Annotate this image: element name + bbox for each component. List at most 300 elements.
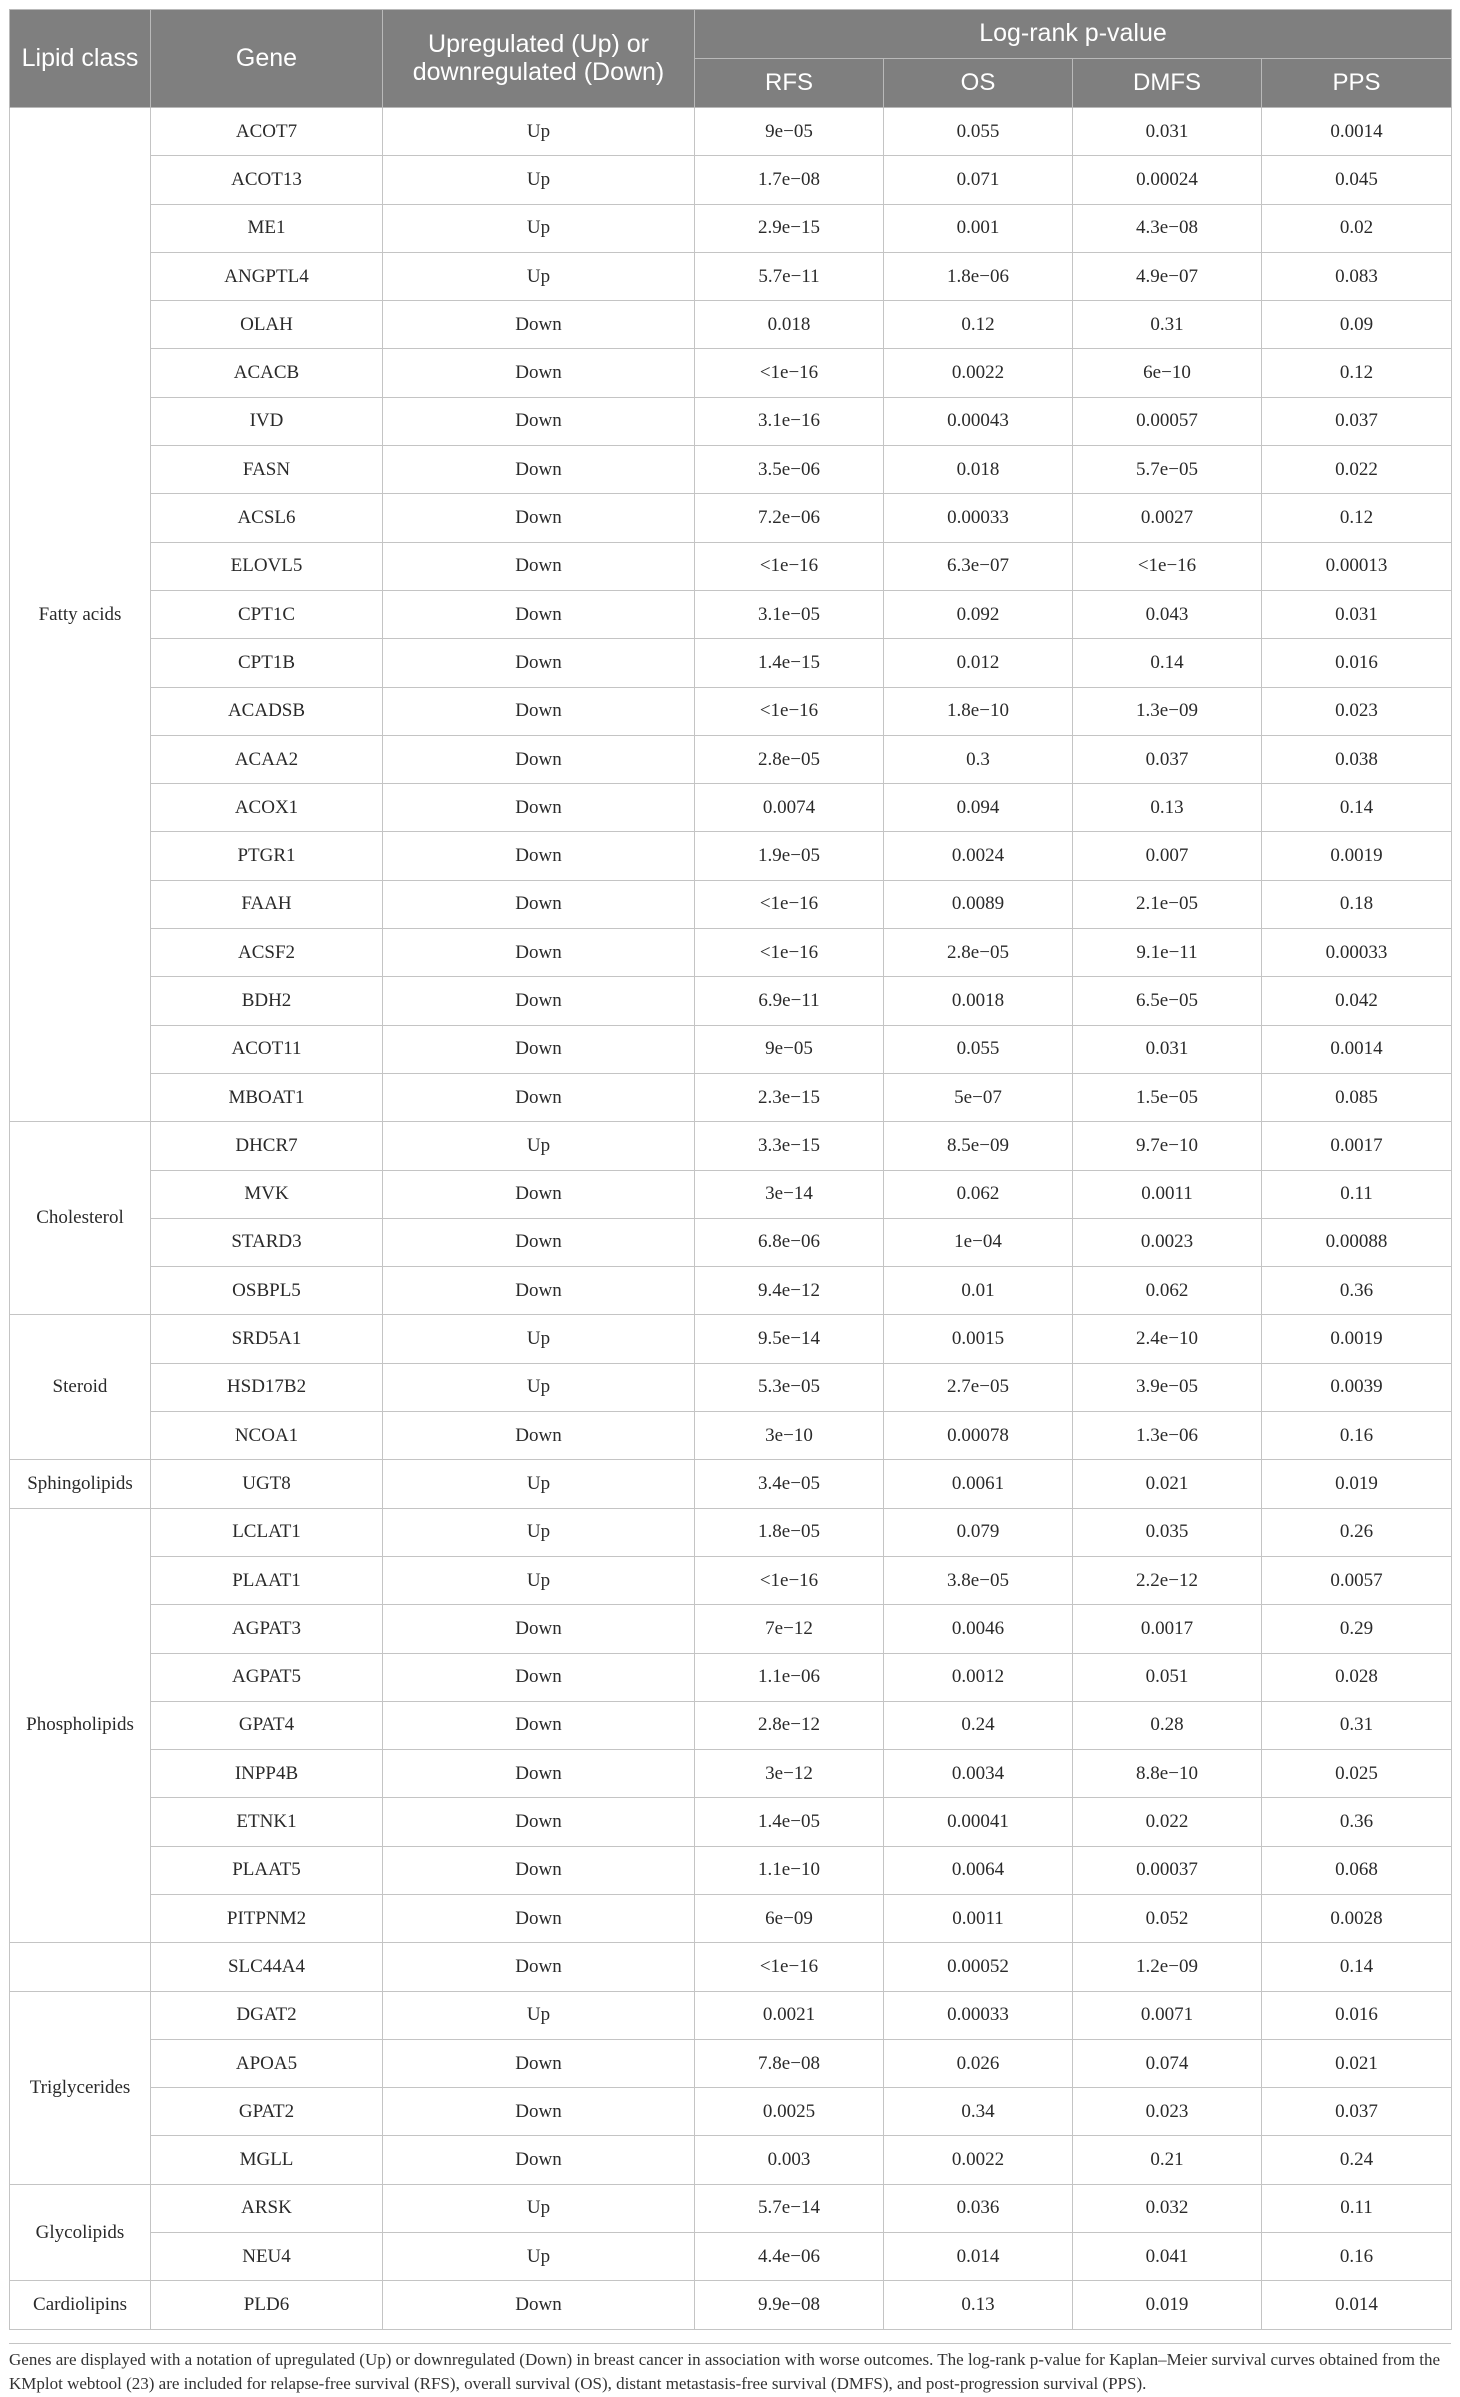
os-cell: 0.0022 <box>884 349 1073 397</box>
gene-cell: ACSF2 <box>151 929 383 977</box>
dmfs-cell: 9.7e−10 <box>1073 1122 1262 1170</box>
rfs-cell: 0.0021 <box>695 1991 884 2039</box>
os-cell: 0.0046 <box>884 1605 1073 1653</box>
os-cell: 0.071 <box>884 156 1073 204</box>
gene-cell: PTGR1 <box>151 832 383 880</box>
os-cell: 0.094 <box>884 784 1073 832</box>
table-row <box>10 639 1452 687</box>
os-cell: 0.12 <box>884 301 1073 349</box>
table-row <box>10 1073 1452 1121</box>
os-cell: 0.00052 <box>884 1943 1073 1991</box>
lipid-class-cell: Fatty acids <box>10 108 151 1122</box>
table-row <box>10 349 1452 397</box>
regulation-cell: Up <box>383 1315 695 1363</box>
table-row <box>10 1508 1452 1556</box>
regulation-cell: Down <box>383 542 695 590</box>
dmfs-cell: 5.7e−05 <box>1073 446 1262 494</box>
gene-cell: FASN <box>151 446 383 494</box>
gene-cell: NEU4 <box>151 2233 383 2281</box>
os-cell: 1.8e−10 <box>884 687 1073 735</box>
rfs-cell: 7.8e−08 <box>695 2039 884 2087</box>
table-footnote: Genes are displayed with a notation of upregulated (Up) or downregulated (Down) in breast cancer in association with worse outcomes. The log-rank p-value for Kaplan–Meier survival curves obtained from the KMplot webtool (23) are included for relapse-free survival (RFS), overall survival (OS), distant metastasis-free survival (DMFS), and post-progression survival (PPS). <box>9 2343 1451 2396</box>
table-row <box>10 1412 1452 1460</box>
regulation-cell: Up <box>383 204 695 252</box>
regulation-cell: Down <box>383 1025 695 1073</box>
rfs-cell: 0.0025 <box>695 2088 884 2136</box>
table-row <box>10 1798 1452 1846</box>
table-row <box>10 446 1452 494</box>
rfs-cell: 3.3e−15 <box>695 1122 884 1170</box>
regulation-cell: Up <box>383 108 695 156</box>
rfs-cell: 0.003 <box>695 2136 884 2184</box>
dmfs-cell: 0.019 <box>1073 2281 1262 2329</box>
table-row <box>10 1170 1452 1218</box>
dmfs-cell: 2.4e−10 <box>1073 1315 1262 1363</box>
table-row <box>10 880 1452 928</box>
regulation-cell: Down <box>383 301 695 349</box>
regulation-cell: Up <box>383 1508 695 1556</box>
os-cell: 0.0022 <box>884 2136 1073 2184</box>
regulation-cell: Down <box>383 1894 695 1942</box>
os-cell: 0.0024 <box>884 832 1073 880</box>
table-row <box>10 1460 1452 1508</box>
dmfs-cell: 0.074 <box>1073 2039 1262 2087</box>
rfs-cell: 0.018 <box>695 301 884 349</box>
gene-cell: LCLAT1 <box>151 1508 383 1556</box>
table-header <box>10 10 1452 108</box>
gene-cell: PLAAT5 <box>151 1846 383 1894</box>
table-row <box>10 301 1452 349</box>
dmfs-cell: 1.2e−09 <box>1073 1943 1262 1991</box>
gene-cell: ARSK <box>151 2184 383 2232</box>
regulation-cell: Down <box>383 1750 695 1798</box>
table-row <box>10 2184 1452 2232</box>
lipid-class-cell: Triglycerides <box>10 1991 151 2184</box>
regulation-cell: Down <box>383 1798 695 1846</box>
dmfs-cell: 0.31 <box>1073 301 1262 349</box>
regulation-cell: Down <box>383 784 695 832</box>
os-cell: 0.34 <box>884 2088 1073 2136</box>
os-cell: 6.3e−07 <box>884 542 1073 590</box>
rfs-cell: 5.7e−14 <box>695 2184 884 2232</box>
table-row <box>10 204 1452 252</box>
os-cell: 0.018 <box>884 446 1073 494</box>
regulation-cell: Down <box>383 880 695 928</box>
os-cell: 0.055 <box>884 108 1073 156</box>
gene-cell: MBOAT1 <box>151 1073 383 1121</box>
table-body <box>10 108 1452 2330</box>
table-row <box>10 542 1452 590</box>
dmfs-cell: 0.062 <box>1073 1267 1262 1315</box>
pps-cell: 0.083 <box>1262 252 1452 300</box>
table-row <box>10 1025 1452 1073</box>
pps-cell: 0.031 <box>1262 590 1452 638</box>
regulation-cell: Down <box>383 2136 695 2184</box>
dmfs-cell: 0.14 <box>1073 639 1262 687</box>
regulation-cell: Down <box>383 639 695 687</box>
gene-cell: IVD <box>151 397 383 445</box>
pps-cell: 0.0017 <box>1262 1122 1452 1170</box>
pps-cell: 0.0039 <box>1262 1363 1452 1411</box>
pps-cell: 0.11 <box>1262 1170 1452 1218</box>
dmfs-cell: 8.8e−10 <box>1073 1750 1262 1798</box>
regulation-cell: Down <box>383 1943 695 1991</box>
dmfs-cell: 1.3e−09 <box>1073 687 1262 735</box>
pps-cell: 0.016 <box>1262 639 1452 687</box>
regulation-cell: Up <box>383 2233 695 2281</box>
header-os: OS <box>884 59 1073 108</box>
os-cell: 0.0011 <box>884 1894 1073 1942</box>
os-cell: 0.00078 <box>884 1412 1073 1460</box>
regulation-cell: Up <box>383 1122 695 1170</box>
rfs-cell: 4.4e−06 <box>695 2233 884 2281</box>
table-row <box>10 1991 1452 2039</box>
dmfs-cell: 3.9e−05 <box>1073 1363 1262 1411</box>
gene-cell: APOA5 <box>151 2039 383 2087</box>
os-cell: 0.00043 <box>884 397 1073 445</box>
table-row <box>10 1267 1452 1315</box>
rfs-cell: 9.5e−14 <box>695 1315 884 1363</box>
pps-cell: 0.16 <box>1262 2233 1452 2281</box>
dmfs-cell: 0.0071 <box>1073 1991 1262 2039</box>
rfs-cell: 9.9e−08 <box>695 2281 884 2329</box>
pps-cell: 0.12 <box>1262 494 1452 542</box>
table-row <box>10 1605 1452 1653</box>
gene-cell: MGLL <box>151 2136 383 2184</box>
header-logrank-pvalue: Log-rank p-value <box>695 10 1452 59</box>
pps-cell: 0.02 <box>1262 204 1452 252</box>
os-cell: 0.0015 <box>884 1315 1073 1363</box>
dmfs-cell: 1.5e−05 <box>1073 1073 1262 1121</box>
regulation-cell: Down <box>383 1267 695 1315</box>
pps-cell: 0.0014 <box>1262 1025 1452 1073</box>
os-cell: 0.055 <box>884 1025 1073 1073</box>
table-row <box>10 1363 1452 1411</box>
rfs-cell: 3.1e−05 <box>695 590 884 638</box>
gene-cell: ACOT7 <box>151 108 383 156</box>
lipid-class-cell: Cholesterol <box>10 1122 151 1315</box>
os-cell: 0.24 <box>884 1701 1073 1749</box>
rfs-cell: 9e−05 <box>695 108 884 156</box>
table-row <box>10 784 1452 832</box>
rfs-cell: 7.2e−06 <box>695 494 884 542</box>
gene-cell: ACAA2 <box>151 735 383 783</box>
dmfs-cell: 0.0023 <box>1073 1218 1262 1266</box>
dmfs-cell: 0.035 <box>1073 1508 1262 1556</box>
dmfs-cell: 0.021 <box>1073 1460 1262 1508</box>
os-cell: 0.00041 <box>884 1798 1073 1846</box>
dmfs-cell: 0.031 <box>1073 1025 1262 1073</box>
dmfs-cell: 0.0011 <box>1073 1170 1262 1218</box>
regulation-cell: Down <box>383 1653 695 1701</box>
dmfs-cell: 0.043 <box>1073 590 1262 638</box>
gene-cell: GPAT2 <box>151 2088 383 2136</box>
regulation-cell: Down <box>383 494 695 542</box>
table-row <box>10 1701 1452 1749</box>
header-lipid-class: Lipid class <box>10 10 151 108</box>
dmfs-cell: 2.1e−05 <box>1073 880 1262 928</box>
regulation-cell: Down <box>383 2088 695 2136</box>
rfs-cell: 1.1e−10 <box>695 1846 884 1894</box>
rfs-cell: 6.9e−11 <box>695 977 884 1025</box>
regulation-cell: Down <box>383 446 695 494</box>
pps-cell: 0.038 <box>1262 735 1452 783</box>
regulation-cell: Down <box>383 1218 695 1266</box>
rfs-cell: 3e−12 <box>695 1750 884 1798</box>
rfs-cell: 2.8e−12 <box>695 1701 884 1749</box>
gene-cell: BDH2 <box>151 977 383 1025</box>
gene-cell: ACOX1 <box>151 784 383 832</box>
pps-cell: 0.12 <box>1262 349 1452 397</box>
regulation-cell: Down <box>383 2039 695 2087</box>
pps-cell: 0.14 <box>1262 1943 1452 1991</box>
lipid-gene-survival-table <box>9 9 1452 2330</box>
dmfs-cell: 0.041 <box>1073 2233 1262 2281</box>
dmfs-cell: 6.5e−05 <box>1073 977 1262 1025</box>
pps-cell: 0.0057 <box>1262 1556 1452 1604</box>
lipid-class-cell: Sphingolipids <box>10 1460 151 1508</box>
gene-cell: AGPAT5 <box>151 1653 383 1701</box>
rfs-cell: 5.3e−05 <box>695 1363 884 1411</box>
rfs-cell: 3e−14 <box>695 1170 884 1218</box>
dmfs-cell: 0.0027 <box>1073 494 1262 542</box>
os-cell: 3.8e−05 <box>884 1556 1073 1604</box>
header-rfs: RFS <box>695 59 884 108</box>
pps-cell: 0.037 <box>1262 397 1452 445</box>
table-row <box>10 929 1452 977</box>
regulation-cell: Down <box>383 1846 695 1894</box>
table-row <box>10 1894 1452 1942</box>
os-cell: 2.7e−05 <box>884 1363 1073 1411</box>
gene-cell: ACSL6 <box>151 494 383 542</box>
regulation-cell: Down <box>383 1605 695 1653</box>
rfs-cell: 6e−09 <box>695 1894 884 1942</box>
pps-cell: 0.037 <box>1262 2088 1452 2136</box>
dmfs-cell: 2.2e−12 <box>1073 1556 1262 1604</box>
gene-cell: UGT8 <box>151 1460 383 1508</box>
rfs-cell: 7e−12 <box>695 1605 884 1653</box>
regulation-cell: Down <box>383 1073 695 1121</box>
regulation-cell: Down <box>383 590 695 638</box>
gene-cell: ANGPTL4 <box>151 252 383 300</box>
regulation-cell: Down <box>383 735 695 783</box>
dmfs-cell: 0.00024 <box>1073 156 1262 204</box>
pps-cell: 0.045 <box>1262 156 1452 204</box>
table-row <box>10 2088 1452 2136</box>
pps-cell: 0.00013 <box>1262 542 1452 590</box>
pps-cell: 0.00088 <box>1262 1218 1452 1266</box>
pps-cell: 0.023 <box>1262 687 1452 735</box>
regulation-cell: Down <box>383 1701 695 1749</box>
regulation-cell: Up <box>383 1991 695 2039</box>
regulation-cell: Down <box>383 1170 695 1218</box>
gene-cell: ACACB <box>151 349 383 397</box>
regulation-cell: Up <box>383 252 695 300</box>
header-pps: PPS <box>1262 59 1452 108</box>
rfs-cell: 2.3e−15 <box>695 1073 884 1121</box>
rfs-cell: 0.0074 <box>695 784 884 832</box>
os-cell: 0.0012 <box>884 1653 1073 1701</box>
gene-cell: ACOT13 <box>151 156 383 204</box>
regulation-cell: Up <box>383 156 695 204</box>
rfs-cell: <1e−16 <box>695 929 884 977</box>
table-row <box>10 590 1452 638</box>
os-cell: 0.13 <box>884 2281 1073 2329</box>
gene-cell: PLD6 <box>151 2281 383 2329</box>
os-cell: 1.8e−06 <box>884 252 1073 300</box>
gene-cell: ACADSB <box>151 687 383 735</box>
pps-cell: 0.18 <box>1262 880 1452 928</box>
table-row <box>10 1556 1452 1604</box>
gene-cell: ACOT11 <box>151 1025 383 1073</box>
gene-cell: ME1 <box>151 204 383 252</box>
os-cell: 0.00033 <box>884 1991 1073 2039</box>
regulation-cell: Down <box>383 832 695 880</box>
rfs-cell: 2.9e−15 <box>695 204 884 252</box>
os-cell: 0.092 <box>884 590 1073 638</box>
lipid-class-cell <box>10 1943 151 1991</box>
pps-cell: 0.025 <box>1262 1750 1452 1798</box>
gene-cell: FAAH <box>151 880 383 928</box>
regulation-cell: Down <box>383 977 695 1025</box>
os-cell: 0.014 <box>884 2233 1073 2281</box>
gene-cell: PLAAT1 <box>151 1556 383 1604</box>
dmfs-cell: 4.3e−08 <box>1073 204 1262 252</box>
regulation-cell: Up <box>383 2184 695 2232</box>
dmfs-cell: 0.032 <box>1073 2184 1262 2232</box>
pps-cell: 0.16 <box>1262 1412 1452 1460</box>
gene-cell: NCOA1 <box>151 1412 383 1460</box>
table-row <box>10 494 1452 542</box>
os-cell: 0.01 <box>884 1267 1073 1315</box>
dmfs-cell: 0.052 <box>1073 1894 1262 1942</box>
table-row <box>10 2039 1452 2087</box>
dmfs-cell: 0.00037 <box>1073 1846 1262 1894</box>
os-cell: 8.5e−09 <box>884 1122 1073 1170</box>
gene-cell: INPP4B <box>151 1750 383 1798</box>
os-cell: 0.0018 <box>884 977 1073 1025</box>
table-row <box>10 1315 1452 1363</box>
rfs-cell: 1.8e−05 <box>695 1508 884 1556</box>
pps-cell: 0.028 <box>1262 1653 1452 1701</box>
rfs-cell: 2.8e−05 <box>695 735 884 783</box>
dmfs-cell: 0.007 <box>1073 832 1262 880</box>
pps-cell: 0.0014 <box>1262 108 1452 156</box>
gene-cell: DHCR7 <box>151 1122 383 1170</box>
table-row <box>10 252 1452 300</box>
rfs-cell: 3.4e−05 <box>695 1460 884 1508</box>
os-cell: 5e−07 <box>884 1073 1073 1121</box>
pps-cell: 0.016 <box>1262 1991 1452 2039</box>
rfs-cell: 1.4e−05 <box>695 1798 884 1846</box>
os-cell: 0.062 <box>884 1170 1073 1218</box>
dmfs-cell: 6e−10 <box>1073 349 1262 397</box>
pps-cell: 0.068 <box>1262 1846 1452 1894</box>
table-row <box>10 2281 1452 2329</box>
os-cell: 0.036 <box>884 2184 1073 2232</box>
rfs-cell: <1e−16 <box>695 687 884 735</box>
os-cell: 0.00033 <box>884 494 1073 542</box>
dmfs-cell: 0.031 <box>1073 108 1262 156</box>
table-row <box>10 977 1452 1025</box>
lipid-class-cell: Glycolipids <box>10 2184 151 2281</box>
rfs-cell: 5.7e−11 <box>695 252 884 300</box>
regulation-cell: Down <box>383 397 695 445</box>
gene-cell: AGPAT3 <box>151 1605 383 1653</box>
os-cell: 0.012 <box>884 639 1073 687</box>
rfs-cell: <1e−16 <box>695 1556 884 1604</box>
table-row <box>10 1750 1452 1798</box>
table-row <box>10 108 1452 156</box>
pps-cell: 0.042 <box>1262 977 1452 1025</box>
gene-cell: STARD3 <box>151 1218 383 1266</box>
lipid-class-cell: Cardiolipins <box>10 2281 151 2329</box>
pps-cell: 0.0019 <box>1262 832 1452 880</box>
pps-cell: 0.14 <box>1262 784 1452 832</box>
regulation-cell: Down <box>383 687 695 735</box>
regulation-cell: Down <box>383 1412 695 1460</box>
dmfs-cell: 4.9e−07 <box>1073 252 1262 300</box>
regulation-cell: Down <box>383 2281 695 2329</box>
gene-cell: SLC44A4 <box>151 1943 383 1991</box>
table-row <box>10 687 1452 735</box>
regulation-cell: Up <box>383 1556 695 1604</box>
table-row <box>10 735 1452 783</box>
os-cell: 0.3 <box>884 735 1073 783</box>
rfs-cell: 9e−05 <box>695 1025 884 1073</box>
dmfs-cell: 0.21 <box>1073 2136 1262 2184</box>
dmfs-cell: 0.051 <box>1073 1653 1262 1701</box>
gene-cell: OSBPL5 <box>151 1267 383 1315</box>
gene-cell: CPT1C <box>151 590 383 638</box>
gene-cell: HSD17B2 <box>151 1363 383 1411</box>
pps-cell: 0.021 <box>1262 2039 1452 2087</box>
gene-cell: SRD5A1 <box>151 1315 383 1363</box>
table-row <box>10 1122 1452 1170</box>
dmfs-cell: 0.0017 <box>1073 1605 1262 1653</box>
os-cell: 2.8e−05 <box>884 929 1073 977</box>
dmfs-cell: 9.1e−11 <box>1073 929 1262 977</box>
os-cell: 0.0034 <box>884 1750 1073 1798</box>
header-regulation: Upregulated (Up) or downregulated (Down) <box>383 10 695 108</box>
table-row <box>10 2136 1452 2184</box>
table-row <box>10 832 1452 880</box>
pps-cell: 0.26 <box>1262 1508 1452 1556</box>
dmfs-cell: 0.13 <box>1073 784 1262 832</box>
pps-cell: 0.0028 <box>1262 1894 1452 1942</box>
gene-cell: ETNK1 <box>151 1798 383 1846</box>
gene-cell: GPAT4 <box>151 1701 383 1749</box>
rfs-cell: 3.1e−16 <box>695 397 884 445</box>
pps-cell: 0.36 <box>1262 1798 1452 1846</box>
rfs-cell: <1e−16 <box>695 349 884 397</box>
os-cell: 0.0089 <box>884 880 1073 928</box>
gene-cell: MVK <box>151 1170 383 1218</box>
dmfs-cell: 0.037 <box>1073 735 1262 783</box>
pps-cell: 0.29 <box>1262 1605 1452 1653</box>
pps-cell: 0.014 <box>1262 2281 1452 2329</box>
os-cell: 1e−04 <box>884 1218 1073 1266</box>
rfs-cell: <1e−16 <box>695 1943 884 1991</box>
regulation-cell: Down <box>383 349 695 397</box>
rfs-cell: 9.4e−12 <box>695 1267 884 1315</box>
pps-cell: 0.11 <box>1262 2184 1452 2232</box>
lipid-class-cell: Steroid <box>10 1315 151 1460</box>
pps-cell: 0.019 <box>1262 1460 1452 1508</box>
gene-cell: PITPNM2 <box>151 1894 383 1942</box>
pps-cell: 0.09 <box>1262 301 1452 349</box>
rfs-cell: <1e−16 <box>695 880 884 928</box>
